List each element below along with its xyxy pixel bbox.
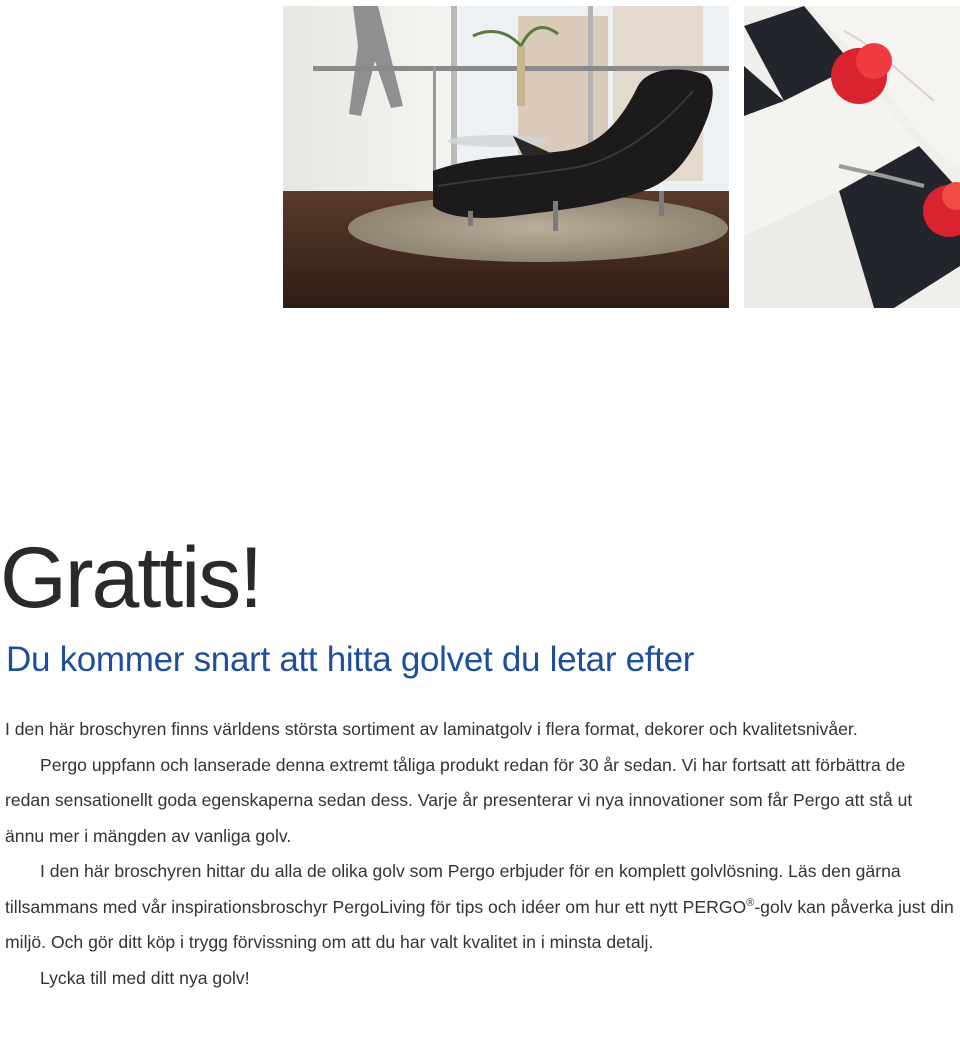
- paragraph-3: [5, 854, 955, 961]
- registered-trademark-mark: ®: [746, 896, 755, 909]
- tiles-illustration: [744, 6, 960, 308]
- page-subtitle: Du kommer snart att hitta golvet du letar efter: [6, 640, 695, 679]
- lounge-chair-illustration: [283, 6, 729, 308]
- paragraph-3-text-start: I den här broschyren hittar du alla de olika golv som Pergo erbjuder för en komplett golvlösning. Läs den gärna tillsammans med vår inspirationsbroschyr PergoLiving för tips och idéer om hur ett nytt PERGO: [5, 861, 901, 917]
- paragraph-3-text-end: -golv kan påverka just din miljö. Och gör ditt köp i trygg förvissning om att du har valt kvalitet in i minsta detalj.: [5, 896, 954, 952]
- closing-line: Lycka till med ditt nya golv!: [40, 967, 250, 988]
- intro-text: [5, 712, 955, 996]
- paragraph-1: I den här broschyren finns världens största sortiment av laminatgolv i flera format, dekorer och kvalitetsnivåer.: [5, 719, 858, 739]
- paragraph-2: Pergo uppfann och lanserade denna extremt tåliga produkt redan för 30 år sedan. Vi har fortsatt att förbättra de redan sensationellt goda egenskaperna sedan dess. Varje år presenterar vi nya innovationer som får Pergo att stå ut ännu mer i mängden av vanliga golv.: [5, 754, 913, 846]
- tiles-photo: [744, 6, 960, 308]
- lounge-chair-photo: [283, 6, 729, 308]
- page-title: Grattis!: [0, 530, 262, 626]
